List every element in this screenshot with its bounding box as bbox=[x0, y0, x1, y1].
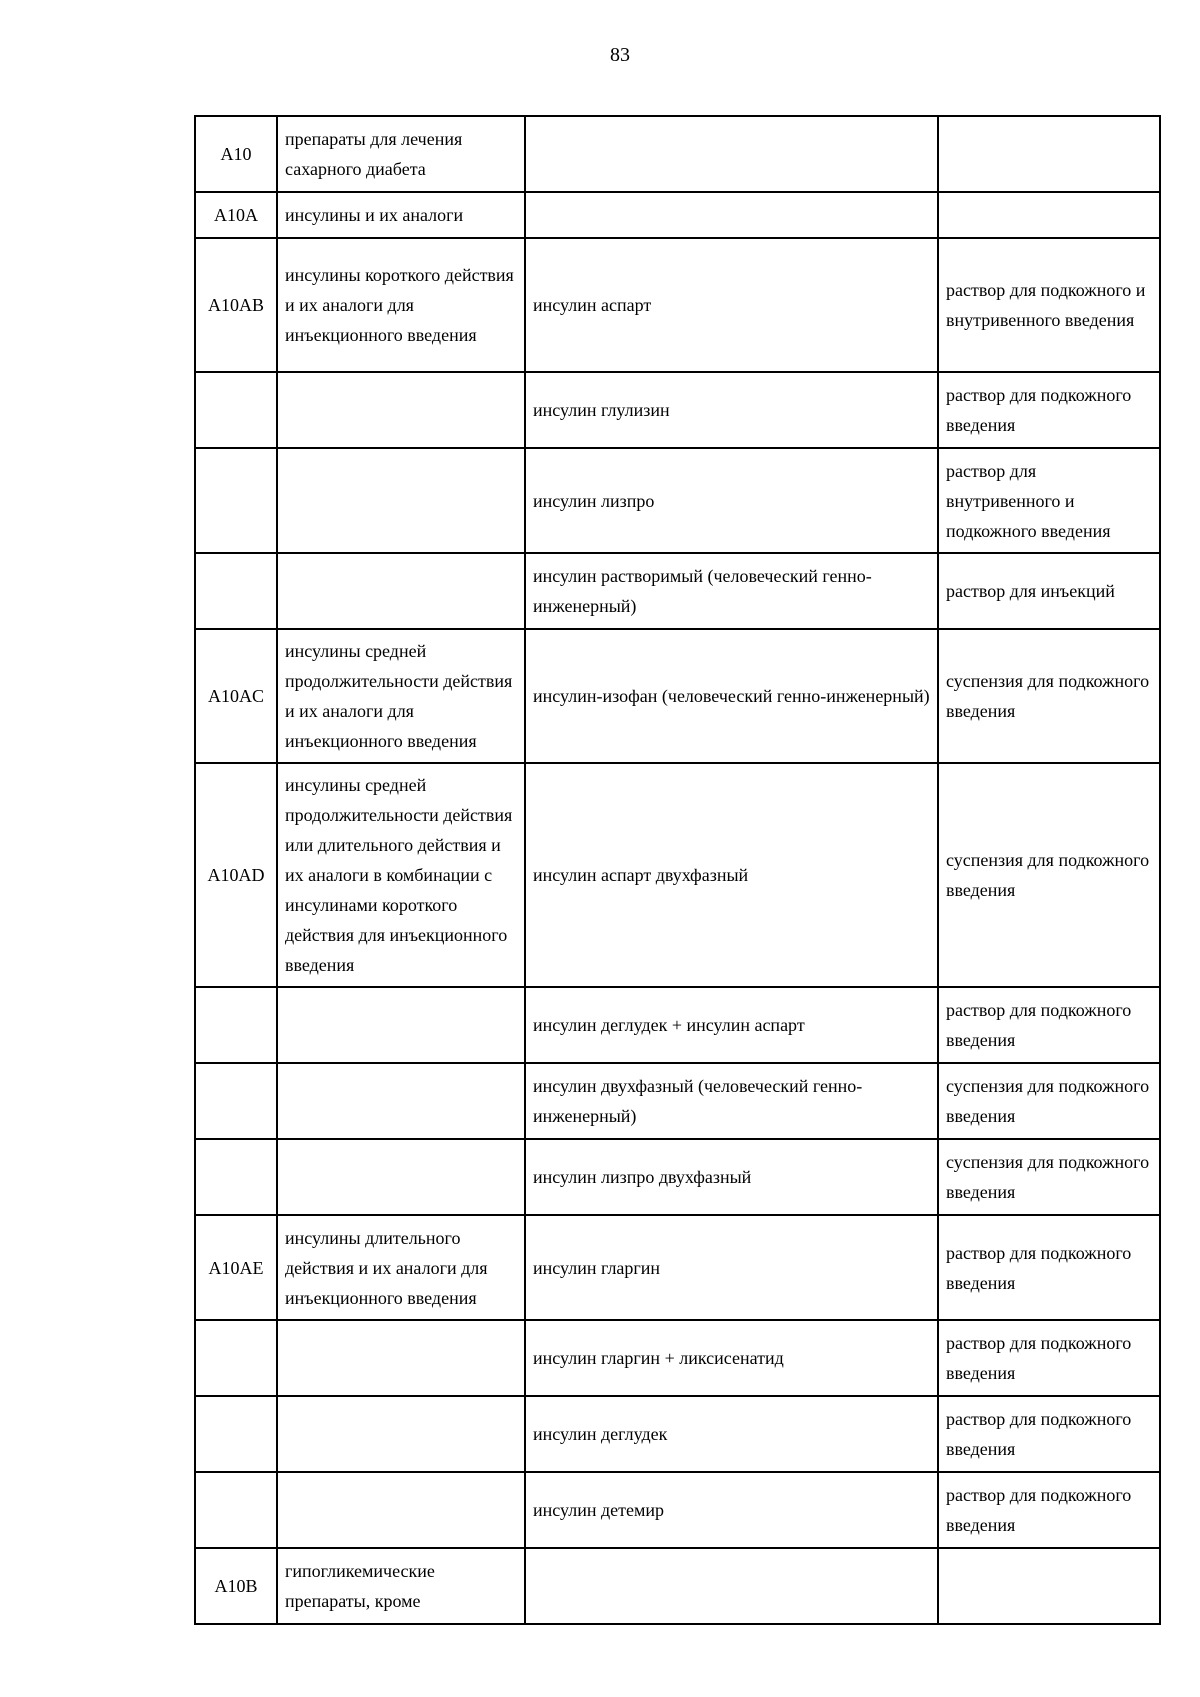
table-row bbox=[195, 553, 1160, 629]
group-name-cell bbox=[277, 1139, 525, 1215]
atc-code-cell bbox=[195, 1320, 277, 1396]
drug-name-cell: инсулин глулизин bbox=[525, 372, 938, 448]
atc-code-cell bbox=[195, 1063, 277, 1139]
table-row bbox=[195, 763, 1160, 987]
group-name-cell bbox=[277, 1320, 525, 1396]
drug-name-cell bbox=[525, 192, 938, 238]
drug-name-cell: инсулин гларгин bbox=[525, 1215, 938, 1320]
table-row bbox=[195, 448, 1160, 553]
drug-table bbox=[194, 115, 1161, 1625]
atc-code-cell bbox=[195, 1472, 277, 1548]
group-name-cell: инсулины короткого действия и их аналоги для инъекционного введения bbox=[277, 238, 525, 372]
atc-code-cell: A10AE bbox=[195, 1215, 277, 1320]
table-body bbox=[195, 116, 1160, 1624]
table-row bbox=[195, 987, 1160, 1063]
dosage-form-cell: раствор для подкожного введения bbox=[938, 1320, 1160, 1396]
table-row bbox=[195, 1139, 1160, 1215]
drug-name-cell bbox=[525, 1548, 938, 1624]
group-name-cell bbox=[277, 987, 525, 1063]
page-number: 83 bbox=[610, 44, 630, 66]
dosage-form-cell: раствор для подкожного введения bbox=[938, 372, 1160, 448]
atc-code-cell bbox=[195, 987, 277, 1063]
drug-name-cell: инсулин-изофан (человеческий генно-инженерный) bbox=[525, 629, 938, 763]
group-name-cell bbox=[277, 1396, 525, 1472]
group-name-cell bbox=[277, 372, 525, 448]
dosage-form-cell bbox=[938, 192, 1160, 238]
group-name-cell bbox=[277, 448, 525, 553]
atc-code-cell bbox=[195, 1396, 277, 1472]
atc-code-cell bbox=[195, 1139, 277, 1215]
dosage-form-cell: суспензия для подкожного введения bbox=[938, 763, 1160, 987]
atc-code-cell bbox=[195, 372, 277, 448]
group-name-cell bbox=[277, 1063, 525, 1139]
table-row bbox=[195, 192, 1160, 238]
drug-name-cell: инсулин растворимый (человеческий генно-инженерный) bbox=[525, 553, 938, 629]
dosage-form-cell bbox=[938, 1548, 1160, 1624]
dosage-form-cell: суспензия для подкожного введения bbox=[938, 1063, 1160, 1139]
atc-code-cell: A10B bbox=[195, 1548, 277, 1624]
dosage-form-cell: раствор для подкожного и внутривенного введения bbox=[938, 238, 1160, 372]
drug-name-cell: инсулин гларгин + ликсисенатид bbox=[525, 1320, 938, 1396]
dosage-form-cell: раствор для подкожного введения bbox=[938, 1396, 1160, 1472]
table-row bbox=[195, 629, 1160, 763]
table-row bbox=[195, 1548, 1160, 1624]
atc-code-cell bbox=[195, 553, 277, 629]
drug-name-cell: инсулин деглудек bbox=[525, 1396, 938, 1472]
table-row bbox=[195, 1063, 1160, 1139]
drug-name-cell: инсулин аспарт двухфазный bbox=[525, 763, 938, 987]
group-name-cell: инсулины средней продолжительности действия или длительного действия и их аналоги в комбинации с инсулинами короткого действия для инъекционного введения bbox=[277, 763, 525, 987]
atc-code-cell: A10A bbox=[195, 192, 277, 238]
table-row bbox=[195, 116, 1160, 192]
drug-name-cell: инсулин детемир bbox=[525, 1472, 938, 1548]
dosage-form-cell: раствор для подкожного введения bbox=[938, 987, 1160, 1063]
group-name-cell: инсулины и их аналоги bbox=[277, 192, 525, 238]
group-name-cell bbox=[277, 1472, 525, 1548]
dosage-form-cell bbox=[938, 116, 1160, 192]
group-name-cell bbox=[277, 553, 525, 629]
drug-name-cell: инсулин лизпро двухфазный bbox=[525, 1139, 938, 1215]
table-row bbox=[195, 1472, 1160, 1548]
group-name-cell: препараты для лечения сахарного диабета bbox=[277, 116, 525, 192]
dosage-form-cell: раствор для подкожного введения bbox=[938, 1472, 1160, 1548]
drug-name-cell: инсулин двухфазный (человеческий генно-инженерный) bbox=[525, 1063, 938, 1139]
table-row bbox=[195, 1320, 1160, 1396]
atc-code-cell: A10AB bbox=[195, 238, 277, 372]
group-name-cell: инсулины длительного действия и их аналоги для инъекционного введения bbox=[277, 1215, 525, 1320]
drug-name-cell: инсулин аспарт bbox=[525, 238, 938, 372]
table-row bbox=[195, 1215, 1160, 1320]
atc-code-cell: A10AC bbox=[195, 629, 277, 763]
atc-code-cell: A10AD bbox=[195, 763, 277, 987]
table-row bbox=[195, 372, 1160, 448]
dosage-form-cell: раствор для инъекций bbox=[938, 553, 1160, 629]
table-row bbox=[195, 238, 1160, 372]
atc-code-cell: A10 bbox=[195, 116, 277, 192]
drug-name-cell: инсулин деглудек + инсулин аспарт bbox=[525, 987, 938, 1063]
dosage-form-cell: суспензия для подкожного введения bbox=[938, 1139, 1160, 1215]
drug-name-cell: инсулин лизпро bbox=[525, 448, 938, 553]
dosage-form-cell: суспензия для подкожного введения bbox=[938, 629, 1160, 763]
group-name-cell: инсулины средней продолжительности действия и их аналоги для инъекционного введения bbox=[277, 629, 525, 763]
dosage-form-cell: раствор для подкожного введения bbox=[938, 1215, 1160, 1320]
table-row bbox=[195, 1396, 1160, 1472]
dosage-form-cell: раствор для внутривенного и подкожного введения bbox=[938, 448, 1160, 553]
group-name-cell: гипогликемические препараты, кроме bbox=[277, 1548, 525, 1624]
drug-name-cell bbox=[525, 116, 938, 192]
atc-code-cell bbox=[195, 448, 277, 553]
